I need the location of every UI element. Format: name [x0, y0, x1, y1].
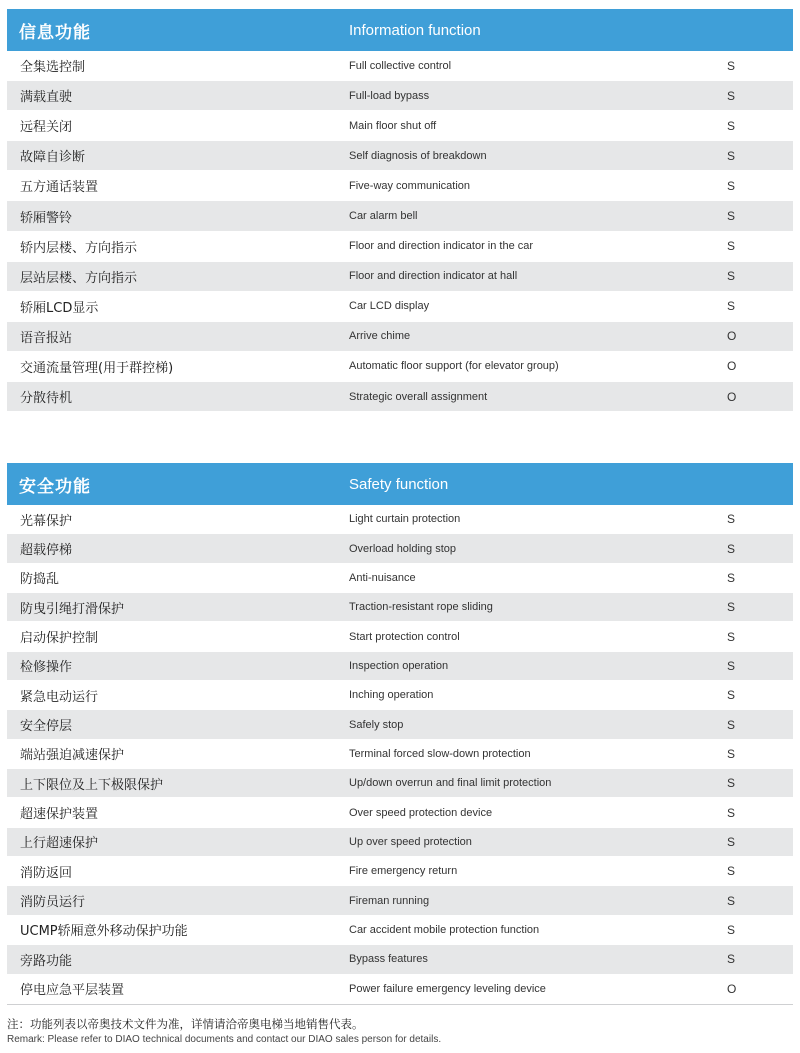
table-row: [7, 81, 793, 111]
information-function-table: [7, 9, 793, 412]
feature-name-cn: 上行超速保护: [20, 836, 99, 852]
table-row: [7, 681, 793, 710]
feature-name-cn: 轿厢LCD显示: [20, 300, 99, 316]
availability-mark: O: [727, 389, 737, 404]
availability-mark: S: [727, 688, 736, 703]
availability-mark: S: [727, 805, 736, 820]
feature-name-cn: 光幕保护: [20, 513, 73, 529]
remark-text-cn: 注：功能列表以帝奥技术文件为准，详情请洽帝奥电梯当地销售代表。: [7, 1017, 364, 1031]
availability-mark: S: [727, 58, 736, 73]
feature-name-en: Car accident mobile protection function: [349, 923, 540, 936]
feature-name-cn: 检修操作: [20, 660, 73, 676]
availability-mark: S: [727, 746, 736, 761]
feature-name-cn: 停电应急平层装置: [20, 983, 125, 999]
availability-mark: S: [727, 629, 736, 644]
table-row: [7, 262, 793, 292]
availability-mark: S: [727, 299, 736, 314]
safety-function-title-en: Safety function: [349, 475, 449, 493]
availability-mark: S: [727, 88, 736, 103]
feature-name-en: Arrive chime: [349, 330, 411, 343]
feature-name-en: Strategic overall assignment: [349, 390, 488, 403]
remark-note: [7, 1016, 793, 1048]
safety-function-title-cn: 安全功能: [19, 476, 91, 497]
feature-name-cn: 消防返回: [20, 865, 73, 881]
feature-name-en: Traction-resistant rope sliding: [349, 601, 493, 614]
feature-name-cn: 层站层楼、方向指示: [20, 270, 138, 286]
feature-name-en: Five-way communication: [349, 179, 471, 192]
feature-name-en: Full-load bypass: [349, 89, 430, 102]
availability-mark: S: [727, 148, 736, 163]
availability-mark: S: [727, 864, 736, 879]
table-row: [7, 292, 793, 322]
feature-name-en: Fireman running: [349, 894, 430, 907]
remark-text-en: Remark: Please refer to DIAO technical documents and contact our DIAO sales person for details.: [7, 1034, 442, 1045]
table-row: [7, 652, 793, 681]
table-row: [7, 975, 793, 1004]
feature-name-en: Car alarm bell: [349, 210, 418, 223]
feature-name-en: Safely stop: [349, 718, 404, 731]
availability-mark: S: [727, 541, 736, 556]
table-row: [7, 534, 793, 563]
feature-name-cn: 超速保护装置: [20, 807, 99, 823]
feature-name-cn: 防捣乱: [20, 572, 60, 588]
feature-name-en: Self diagnosis of breakdown: [349, 149, 487, 162]
feature-name-cn: 全集选控制: [20, 60, 86, 76]
feature-name-en: Bypass features: [349, 953, 428, 966]
availability-mark: S: [727, 658, 736, 673]
feature-name-cn: 上下限位及上下极限保护: [20, 777, 164, 793]
feature-name-en: Terminal forced slow-down protection: [349, 747, 531, 760]
feature-name-cn: UCMP轿厢意外移动保护功能: [20, 924, 188, 940]
availability-mark: S: [727, 893, 736, 908]
feature-name-en: Inspection operation: [349, 659, 449, 672]
table-row: [7, 798, 793, 827]
availability-mark: S: [727, 209, 736, 224]
availability-mark: S: [727, 178, 736, 193]
table-row: [7, 171, 793, 201]
information-function-header: [7, 9, 793, 51]
information-function-title-en: Information function: [349, 21, 481, 39]
availability-mark: O: [727, 359, 737, 374]
information-function-rows: [7, 51, 793, 412]
availability-mark: S: [727, 118, 736, 133]
availability-mark: S: [727, 600, 736, 615]
feature-name-en: Main floor shut off: [349, 119, 437, 132]
feature-name-en: Anti-nuisance: [349, 571, 416, 584]
feature-name-en: Floor and direction indicator in the car: [349, 240, 534, 253]
table-row: [7, 352, 793, 382]
safety-function-rows: [7, 505, 793, 1004]
table-row: [7, 201, 793, 231]
availability-mark: S: [727, 776, 736, 791]
availability-mark: S: [727, 512, 736, 527]
feature-name-cn: 安全停层: [20, 719, 73, 735]
feature-name-cn: 超载停梯: [20, 543, 73, 559]
feature-name-cn: 端站强迫减速保护: [20, 748, 125, 764]
feature-name-cn: 交通流量管理(用于群控梯): [20, 360, 174, 376]
table-row: [7, 886, 793, 915]
availability-mark: S: [727, 922, 736, 937]
availability-mark: S: [727, 834, 736, 849]
availability-mark: S: [727, 269, 736, 284]
table-row: [7, 564, 793, 593]
table-row: [7, 916, 793, 945]
table-row: [7, 622, 793, 651]
feature-name-en: Overload holding stop: [349, 542, 457, 555]
feature-name-cn: 五方通话装置: [20, 180, 99, 196]
feature-name-cn: 轿厢警铃: [20, 210, 73, 226]
safety-function-header: [7, 463, 793, 505]
table-row: [7, 857, 793, 886]
table-bottom-divider: [7, 1004, 793, 1005]
table-row: [7, 828, 793, 857]
table-row: [7, 232, 793, 262]
table-row: [7, 382, 793, 412]
table-row: [7, 141, 793, 171]
availability-mark: O: [727, 329, 737, 344]
feature-name-en: Car LCD display: [349, 300, 430, 313]
table-row: [7, 710, 793, 739]
feature-name-en: Fire emergency return: [349, 865, 458, 878]
availability-mark: O: [727, 981, 737, 996]
feature-name-cn: 故障自诊断: [20, 150, 86, 166]
table-row: [7, 505, 793, 534]
feature-name-cn: 轿内层楼、方向指示: [20, 240, 138, 256]
availability-mark: S: [727, 570, 736, 585]
feature-name-cn: 紧急电动运行: [20, 689, 99, 705]
availability-mark: S: [727, 952, 736, 967]
table-row: [7, 51, 793, 81]
safety-function-table: [7, 463, 793, 1005]
feature-name-en: Up over speed protection: [349, 835, 472, 848]
feature-name-en: Floor and direction indicator at hall: [349, 270, 518, 283]
feature-name-cn: 防曳引绳打滑保护: [20, 601, 125, 617]
feature-name-en: Over speed protection device: [349, 806, 493, 819]
feature-name-en: Full collective control: [349, 59, 452, 72]
table-row: [7, 769, 793, 798]
table-row: [7, 322, 793, 352]
feature-name-cn: 启动保护控制: [20, 631, 99, 647]
feature-name-cn: 满载直驶: [20, 90, 73, 106]
feature-name-cn: 分散待机: [20, 391, 73, 407]
feature-name-cn: 语音报站: [20, 330, 73, 346]
feature-name-cn: 消防员运行: [20, 895, 86, 911]
feature-name-en: Automatic floor support (for elevator group): [349, 360, 559, 373]
table-row: [7, 111, 793, 141]
feature-name-cn: 旁路功能: [20, 953, 73, 969]
feature-name-en: Up/down overrun and final limit protection: [349, 777, 552, 790]
feature-name-en: Inching operation: [349, 689, 434, 702]
table-row: [7, 740, 793, 769]
availability-mark: S: [727, 717, 736, 732]
feature-name-en: Start protection control: [349, 630, 460, 643]
feature-name-cn: 远程关闭: [20, 120, 73, 136]
table-row: [7, 593, 793, 622]
feature-name-en: Power failure emergency leveling device: [349, 982, 546, 995]
feature-name-en: Light curtain protection: [349, 513, 461, 526]
availability-mark: S: [727, 239, 736, 254]
table-row: [7, 945, 793, 974]
information-function-title-cn: 信息功能: [19, 22, 91, 43]
